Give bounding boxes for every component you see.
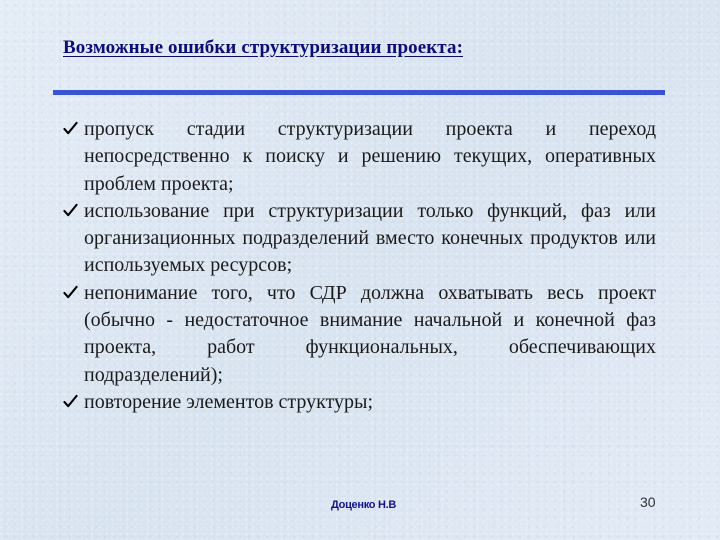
- title-divider: [53, 90, 665, 95]
- checkmark-icon: [63, 394, 78, 409]
- bullet-text: непонимание того, что СДР должна охватывать весь проект (обычно - недостаточное внимание начальной и конечной фаз проекта, работ функциональных, обеспечивающих подразделений);: [84, 281, 656, 386]
- page-number: 30: [640, 494, 656, 510]
- checkmark-icon: [63, 285, 78, 300]
- bullet-item: [62, 116, 656, 198]
- bullet-item: [62, 198, 656, 280]
- checkmark-icon: [63, 203, 78, 218]
- checkmark-icon: [63, 121, 78, 136]
- bullet-text: пропуск стадии структуризации проекта и переход непосредственно к поиску и решению текущих, оперативных проблем проекта;: [84, 118, 656, 195]
- footer-author: Доценко Н.В: [331, 499, 396, 511]
- slide-title: Возможные ошибки структуризации проекта:: [63, 37, 464, 58]
- bullet-list: [62, 116, 656, 416]
- bullet-text: использование при структуризации только функций, фаз или организационных подразделений вместо конечных продуктов или используемых ресурсов;: [84, 199, 656, 277]
- bullet-item: [62, 280, 656, 389]
- bullet-text: повторение элементов структуры;: [84, 390, 374, 413]
- bullet-item: [62, 389, 656, 416]
